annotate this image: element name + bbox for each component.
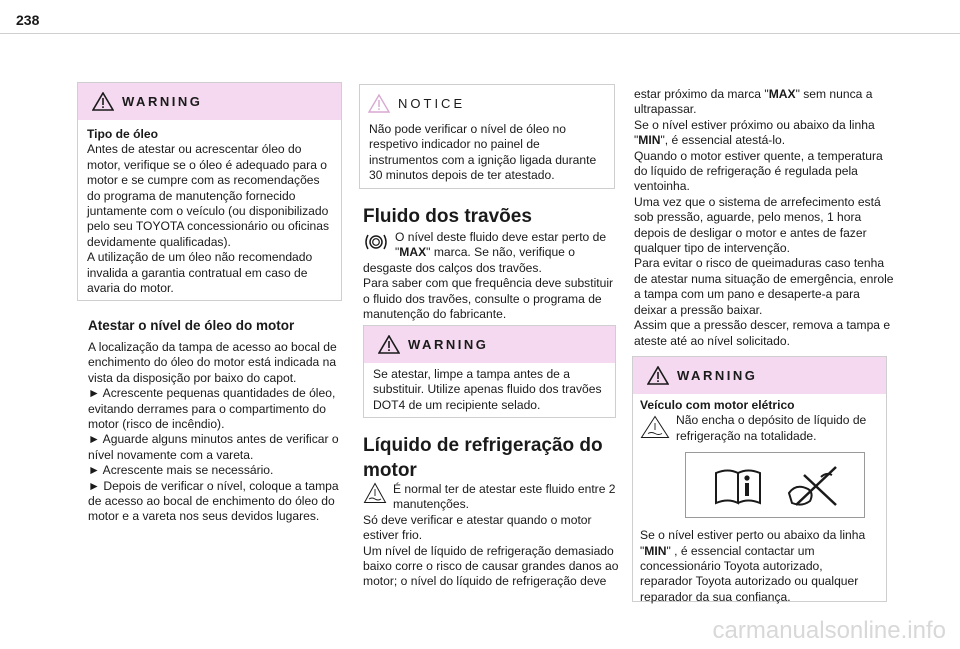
warning-label: WARNING bbox=[677, 368, 758, 383]
oil-intro: A localização da tampa de acesso ao bocal de enchimento do óleo do motor está indicada na vista da disposição por baixo do capot. bbox=[88, 340, 337, 385]
warning-label: WARNING bbox=[122, 94, 203, 109]
oil-step-3: ► Acrescente mais se necessário. bbox=[88, 463, 274, 478]
warning-box-brake bbox=[363, 325, 616, 418]
notice-text: Não pode verificar o nível de óleo no respetivo indicador no painel de instrumentos com a ignição ligada durante 30 minutos depois de ter atestado. bbox=[369, 122, 597, 183]
notice-header bbox=[360, 85, 614, 122]
warning-box-electric bbox=[632, 356, 887, 602]
electric-after-b: " , é essencial contactar um concessionário Toyota autorizado, reparador Toyota autorizado ou qualquer reparador da sua confiança. bbox=[640, 543, 859, 604]
warning-text-2: A utilização de um óleo não recomendado invalida a garantia contratual em caso de avaria do motor. bbox=[87, 250, 313, 296]
electric-min-label: MIN bbox=[644, 543, 667, 558]
coolant-p3: Quando o motor estiver quente, a temperatura do líquido de refrigeração é regulada pela ventoinha. bbox=[634, 148, 883, 194]
warning-triangle-icon bbox=[378, 335, 400, 354]
section-heading-oil-top-up: Atestar o nível de óleo do motor bbox=[88, 318, 295, 333]
oil-top-up-body bbox=[88, 340, 350, 525]
notice-box bbox=[359, 84, 615, 189]
coolant-text-3: Um nível de líquido de refrigeração demasiado baixo corre o risco de causar grandes danos ao motor; o nível do líquido de refrigeração deve bbox=[363, 543, 619, 589]
cont-text-b: " sem nunca a ultrapassar. bbox=[634, 87, 873, 117]
coolant-warning-icon bbox=[363, 482, 387, 504]
coolant-text-2: Só deve verificar e atestar quando o motor estiver frio. bbox=[363, 512, 592, 543]
oil-step-2: ► Aguarde alguns minutos antes de verificar o nível novamente com a vareta. bbox=[88, 432, 339, 462]
oil-step-1: ► Acrescente pequenas quantidades de óleo, evitando derrames para o compartimento do motor (risco de incêndio). bbox=[88, 386, 336, 432]
brake-text-2: Para saber com que frequência deve substituir o fluido dos travões, consulte o programa de manutenção do fabricante. bbox=[363, 276, 614, 322]
page-number: 238 bbox=[16, 12, 40, 28]
section-heading-brake-fluid: Fluido dos travões bbox=[363, 206, 532, 227]
warning-box-oil-type bbox=[77, 82, 342, 301]
coolant-p6: Assim que a pressão descer, remova a tampa e ateste até ao nível solicitado. bbox=[634, 318, 891, 348]
coolant-warning-icon bbox=[640, 415, 670, 439]
warning-header bbox=[78, 83, 341, 120]
manual-and-no-touch-icons bbox=[686, 453, 866, 519]
warning-header bbox=[364, 326, 615, 363]
brake-warning-text: Se atestar, limpe a tampa antes de a substituir. Utilize apenas fluido dos travões DOT4 de um recipiente selado. bbox=[373, 367, 602, 412]
electric-after-a: Se o nível estiver perto ou abaixo da linha " bbox=[640, 528, 866, 558]
cont-text-a: estar próximo da marca " bbox=[634, 87, 769, 101]
warning-title: Tipo de óleo bbox=[87, 127, 158, 141]
oil-step-4: ► Depois de verificar o nível, coloque a tampa de acesso ao bocal de enchimento do óleo do motor e a vareta nos seus devidos lugares. bbox=[88, 478, 339, 524]
brake-text-a: O nível deste fluido deve estar perto de " bbox=[395, 230, 607, 260]
manual-book-icon bbox=[716, 471, 760, 504]
no-hand-touch-icon bbox=[789, 467, 836, 505]
brake-max-label: MAX bbox=[399, 245, 427, 260]
electric-warning-text: Não encha o depósito de líquido de refrigeração na totalidade. bbox=[676, 413, 867, 443]
notice-label: NOTICE bbox=[398, 96, 466, 111]
warning-label: WARNING bbox=[408, 337, 489, 352]
warning-triangle-icon bbox=[92, 92, 114, 111]
min-text-b: ", é essencial atestá-lo. bbox=[660, 133, 786, 148]
coolant-continued bbox=[634, 87, 896, 349]
pictogram-panel bbox=[685, 452, 865, 518]
min-text-a: Se o nível estiver próximo ou abaixo da linha " bbox=[634, 117, 875, 148]
min-label: MIN bbox=[638, 133, 661, 148]
warning-text: Antes de atestar ou acrescentar óleo do motor, verifique se o óleo é adequado para o motor e se cumpre com as recomendações do programa de manutenção fornecido juntamente com o veículo (ou disponibilizado pelo seu TOYOTA concessionário ou oficinas devidamente qualificadas). bbox=[87, 142, 330, 249]
coolant-text: É normal ter de atestar este fluido entre 2 manutenções. bbox=[393, 482, 616, 512]
cont-max-label: MAX bbox=[768, 87, 796, 101]
electric-warning-title: Veículo com motor elétrico bbox=[640, 398, 795, 412]
warning-triangle-icon bbox=[647, 366, 669, 385]
coolant-p5: Para evitar o risco de queimaduras caso tenha de atestar numa situação de emergência, enrole a tampa com um pano e desaperte-a para deixar a pressão baixar. bbox=[634, 256, 894, 317]
watermark: carmanualsonline.info bbox=[712, 617, 946, 644]
brake-fluid-icon bbox=[363, 232, 389, 252]
header-divider bbox=[0, 33, 960, 34]
coolant-body bbox=[363, 482, 619, 590]
brake-fluid-body bbox=[363, 230, 619, 322]
section-heading-coolant: Líquido de refrigeração do motor bbox=[363, 435, 603, 481]
warning-header bbox=[633, 357, 886, 394]
coolant-p4: Uma vez que o sistema de arrefecimento está sob pressão, aguarde, pelo menos, 1 hora depois de desligar o motor e antes de fazer qualquer tipo de intervenção. bbox=[634, 194, 881, 256]
brake-text-b: " marca. Se não, verifique o desgaste dos calços dos travões. bbox=[363, 245, 575, 275]
notice-triangle-icon bbox=[368, 94, 390, 113]
